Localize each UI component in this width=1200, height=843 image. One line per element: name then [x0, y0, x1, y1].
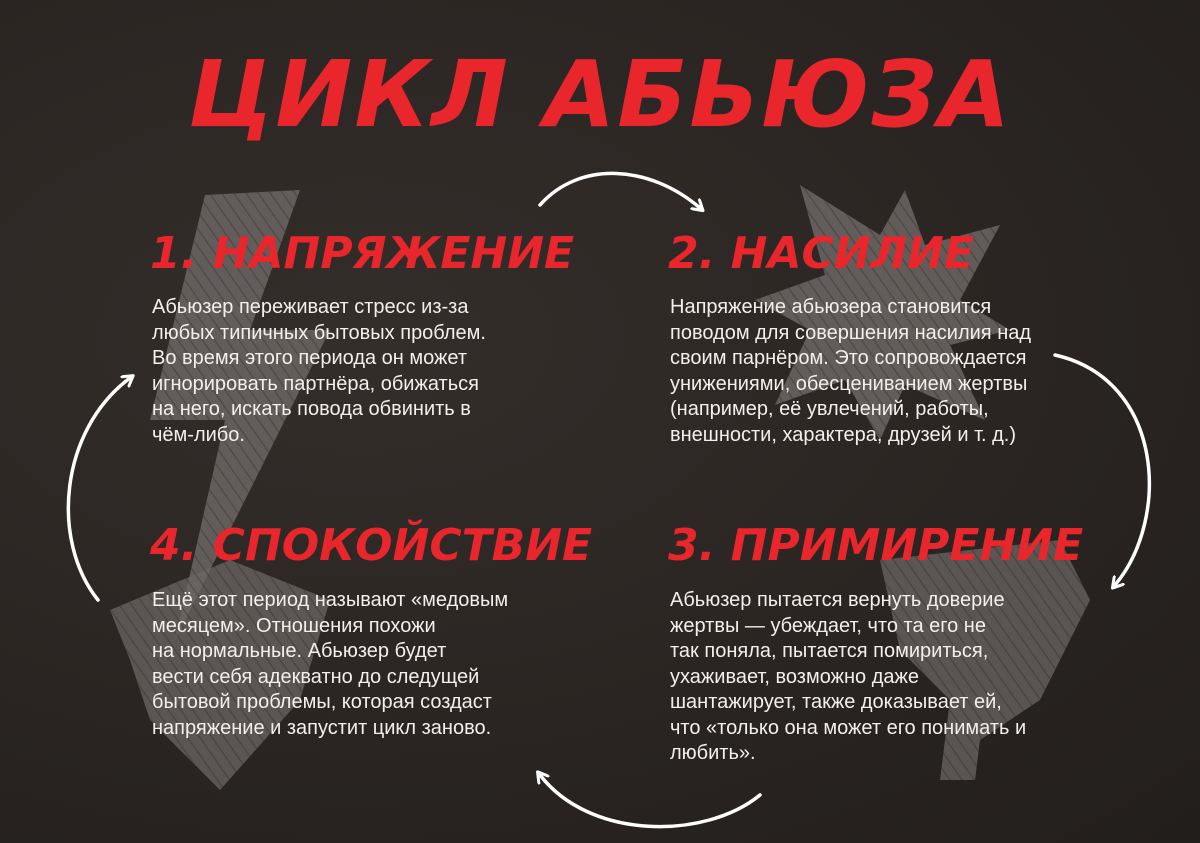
- cycle-arrow-top: [540, 173, 700, 208]
- stage-2-title: 2. НАСИЛИЕ: [668, 228, 975, 279]
- stage-4-text: Ещё этот период называют «медовым месяцем». Отношения похожи на нормальные. Абьюзер будет вести себя адекватно до следущей бытовой проблемы, которая создаст напряжение и запустит цикл заново.: [152, 589, 509, 739]
- cycle-arrow-bottom: [540, 775, 760, 827]
- stage-2-text: Напряжение абьюзера становится поводом для совершения насилия над своим парнёром. Это сопровождается унижениями, обесцениванием жертвы (например, её увлечений, работы, внешности, характера, друзей и т. д.): [670, 296, 1032, 446]
- page-title: ЦИКЛ АБЬЮЗА: [188, 41, 1012, 148]
- stage-4-title: 4. СПОКОЙСТВИЕ: [150, 520, 593, 571]
- cycle-arrow-left: [68, 378, 130, 600]
- stage-3-text: Абьюзер пытается вернуть доверие жертвы — убеждает, что та его не так поняла, пытается помириться, ухаживает, возможно даже шантажирует, также доказывает ей, что «только она может его понимать и любить».: [670, 589, 1027, 764]
- stage-3-title: 3. ПРИМИРЕНИЕ: [668, 520, 1084, 571]
- stage-1-text: Абьюзер переживает стресс из-за любых типичных бытовых проблем. Во время этого периода он может игнорировать партнёра, обижаться на него, искать повода обвинить в чём-либо.: [152, 296, 486, 446]
- stage-1-title: 1. НАПРЯЖЕНИЕ: [150, 228, 575, 279]
